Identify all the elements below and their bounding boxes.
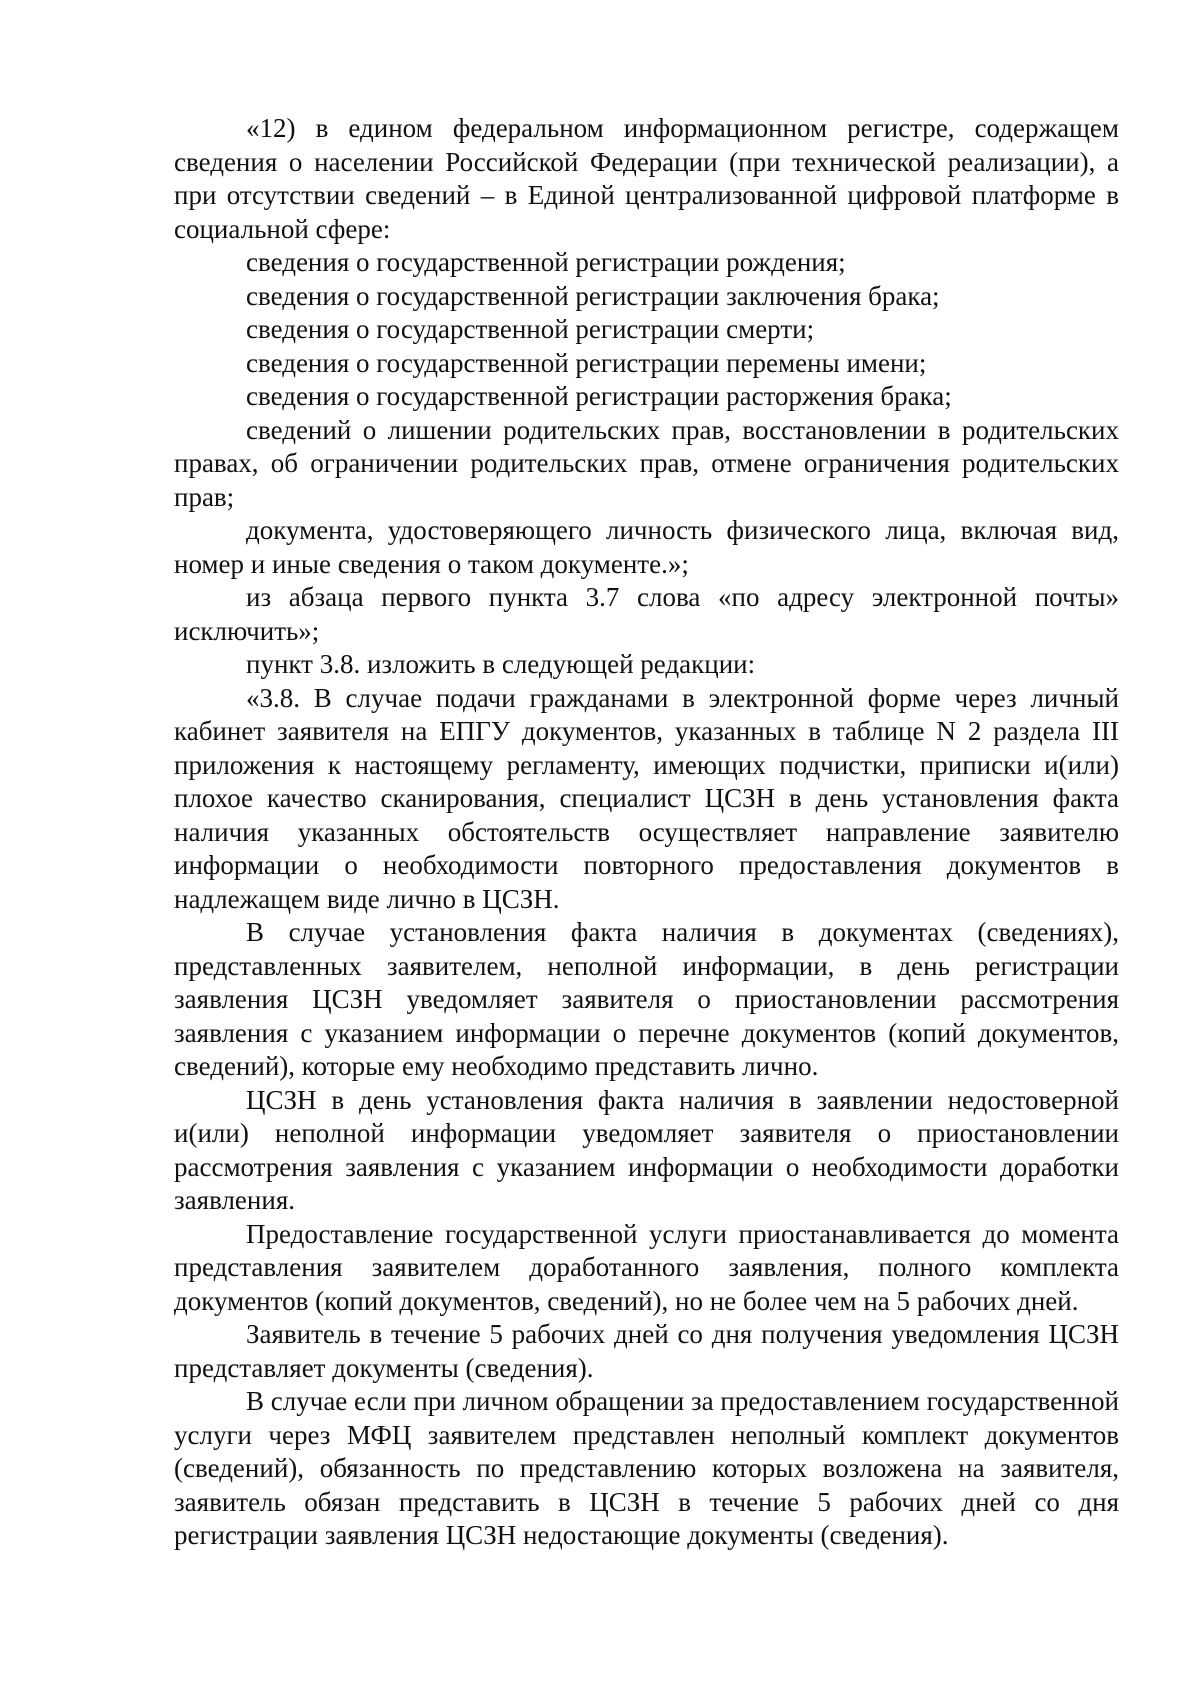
paragraph-identity-document: документа, удостоверяющего личность физического лица, включая вид, номер и иные сведения о таком документе.»;	[174, 515, 1119, 579]
paragraph-parental-rights: сведений о лишении родительских прав, восстановлении в родительских правах, об ограничении родительских прав, отмене ограничения родительских прав;	[174, 414, 1119, 512]
paragraph-clause-3-8-intro: пункт 3.8. изложить в следующей редакции:	[246, 649, 756, 679]
paragraph-clause-3-8: «3.8. В случае подачи гражданами в электронной форме через личный кабинет заявителя на ЕПГУ документов, указанных в таблице N 2 раздела III приложения к настоящему регламенту, имеющих подчистки, приписки и(или) плохое качество сканирования, специалист ЦСЗН в день установления факта наличия указанных обстоятельств осуществляет направление заявителю информации о необходимости повторного предоставления документов в надлежащем виде лично в ЦСЗН.	[174, 682, 1119, 914]
paragraph-applicant-deadline: Заявитель в течение 5 рабочих дней со дня получения уведомления ЦСЗН представляет документы (сведения).	[174, 1319, 1119, 1383]
paragraph-unreliable-information: ЦСЗН в день установления факта наличия в заявлении недостоверной и(или) неполной информации уведомляет заявителя о приостановлении рассмотрения заявления с указанием информации о необходимости доработки заявления.	[174, 1084, 1119, 1215]
paragraph-birth-registration: сведения о государственной регистрации рождения;	[246, 247, 846, 277]
paragraph-item-12: «12) в едином федеральном информационном регистре, содержащем сведения о населении Российской Федерации (при технической реализации), а при отсутствии сведений – в Единой централизованной цифровой платформе в социальной сфере:	[174, 113, 1119, 244]
paragraph-clause-3-7: из абзаца первого пункта 3.7 слова «по адресу электронной почты» исключить»;	[174, 582, 1119, 646]
paragraph-mfc-incomplete-set: В случае если при личном обращении за предоставлением государственной услуги через МФЦ заявителем представлен неполный комплект документов (сведений), обязанность по представлению которых возложена на заявителя, заявитель обязан представить в ЦСЗН в течение 5 рабочих дней со дня регистрации заявления ЦСЗН недостающие документы (сведения).	[174, 1386, 1119, 1550]
paragraph-marriage-registration: сведения о государственной регистрации заключения брака;	[246, 280, 940, 311]
paragraph-name-change-registration: сведения о государственной регистрации перемены имени;	[246, 347, 927, 378]
paragraph-death-registration: сведения о государственной регистрации смерти;	[246, 314, 815, 344]
document-body	[174, 112, 1119, 1553]
paragraph-service-suspension: Предоставление государственной услуги приостанавливается до момента представления заявителем доработанного заявления, полного комплекта документов (копий документов, сведений), но не более чем на 5 рабочих дней.	[174, 1218, 1119, 1316]
paragraph-incomplete-information: В случае установления факта наличия в документах (сведениях), представленных заявителем, неполной информации, в день регистрации заявления ЦСЗН уведомляет заявителя о приостановлении рассмотрения заявления с указанием информации о перечне документов (копий документов, сведений), которые ему необходимо представить лично.	[174, 917, 1119, 1081]
paragraph-divorce-registration: сведения о государственной регистрации расторжения брака;	[246, 381, 952, 411]
